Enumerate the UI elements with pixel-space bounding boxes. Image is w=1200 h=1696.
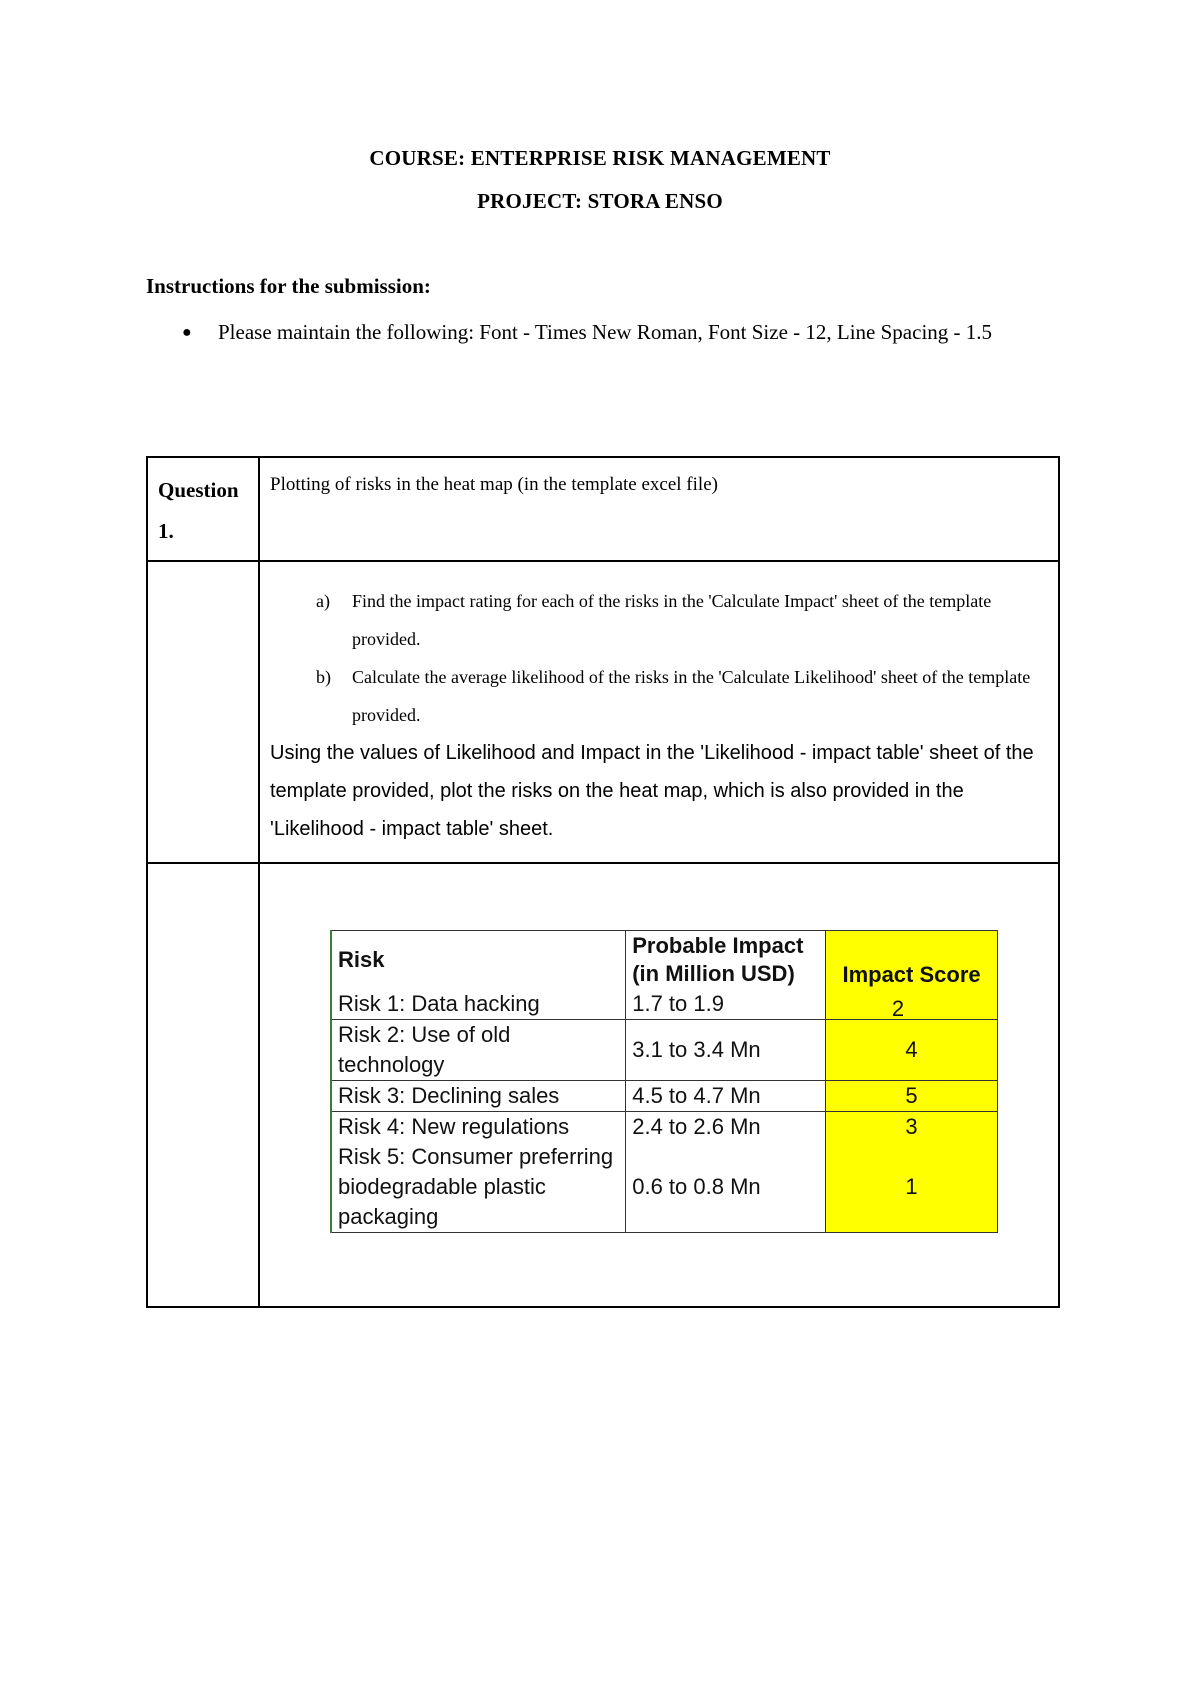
header-risk: Risk <box>331 931 626 990</box>
question-header-row <box>147 457 1059 561</box>
header-impact-score: Impact Score <box>826 931 998 1020</box>
header-probable-impact: Probable Impact (in Million USD) <box>626 931 826 990</box>
table-header-row <box>331 931 998 990</box>
impact-cell: 3.1 to 3.4 Mn <box>626 1020 826 1081</box>
score-cell: 1 <box>826 1142 998 1233</box>
impact-cell: 1.7 to 1.9 <box>626 989 826 1020</box>
question-instructions-cell <box>259 561 1059 863</box>
impact-cell: 2.4 to 2.6 Mn <box>626 1112 826 1143</box>
table-row <box>331 1112 998 1143</box>
question-instructions-row <box>147 561 1059 863</box>
list-item <box>260 582 1046 658</box>
risk-cell: Risk 4: New regulations <box>331 1112 626 1143</box>
sub-question-list <box>260 562 1058 734</box>
list-marker: a) <box>316 591 330 611</box>
question-label-cell <box>147 457 259 561</box>
question-label: Question 1. <box>158 478 239 543</box>
bullet-icon: ● <box>182 324 192 341</box>
list-marker: b) <box>316 667 331 687</box>
empty-cell <box>147 863 259 1307</box>
score-cell: 5 <box>826 1081 998 1112</box>
question-title: Plotting of risks in the heat map (in the template excel file) <box>270 474 718 495</box>
table-row <box>331 1081 998 1112</box>
score-cell: 3 <box>826 1112 998 1143</box>
score-cell: 4 <box>826 1020 998 1081</box>
instructions-paragraph: Using the values of Likelihood and Impact in the 'Likelihood - impact table' sheet of the template provided, plot the risks on the heat map, which is also provided in the 'Likelihood - impact table' sheet. <box>270 742 1034 840</box>
list-item <box>260 658 1046 734</box>
instructions-bullet <box>182 312 1062 353</box>
impact-cell: 0.6 to 0.8 Mn <box>626 1142 826 1233</box>
risk-cell: Risk 1: Data hacking <box>331 989 626 1020</box>
course-title: COURSE: ENTERPRISE RISK MANAGEMENT <box>369 146 831 170</box>
risk-cell: Risk 2: Use of old technology <box>331 1020 626 1081</box>
list-item-text: Calculate the average likelihood of the risks in the 'Calculate Likelihood' sheet of the template provided. <box>352 667 1031 725</box>
impact-score-table <box>330 930 998 1233</box>
impact-cell: 4.5 to 4.7 Mn <box>626 1081 826 1112</box>
risk-cell: Risk 3: Declining sales <box>331 1081 626 1112</box>
question-title-cell <box>259 457 1059 561</box>
project-title: PROJECT: STORA ENSO <box>477 189 723 213</box>
list-item-text: Find the impact rating for each of the risks in the 'Calculate Impact' sheet of the template provided. <box>352 591 992 649</box>
table-row <box>331 1142 998 1233</box>
risk-cell: Risk 5: Consumer preferring biodegradable plastic packaging <box>331 1142 626 1233</box>
empty-cell <box>147 561 259 863</box>
instructions-heading: Instructions for the submission: <box>146 274 431 298</box>
instructions-bullet-text: Please maintain the following: Font - Times New Roman, Font Size - 12, Line Spacing - 1.5 <box>218 320 993 344</box>
score-cell: 2 <box>891 996 905 1021</box>
table-row <box>331 1020 998 1081</box>
